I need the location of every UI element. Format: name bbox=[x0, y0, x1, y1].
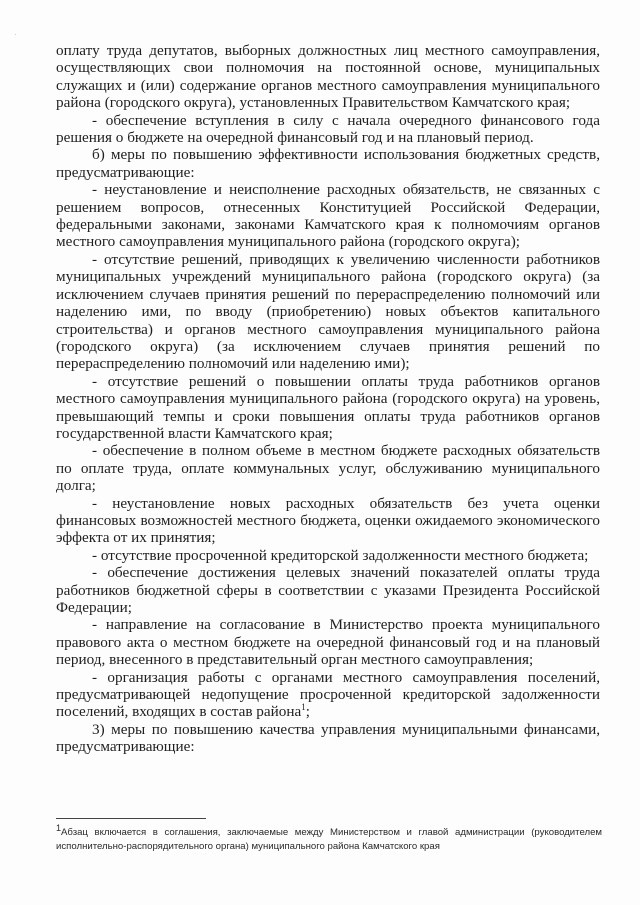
scan-mark: · bbox=[14, 30, 17, 39]
paragraph-11: - направление на согласование в Министерство проекта муниципального правового акта о местном бюджете на очередной финансовый год и на плановый период, внесенного в представительный орган местного самоуправления; bbox=[56, 616, 600, 669]
paragraph-7: - обеспечение в полном объеме в местном бюджете расходных обязательств по оплате труда, оплате коммунальных услуг, обслуживанию муниципального долга; bbox=[56, 442, 600, 495]
footnote-divider bbox=[56, 818, 206, 819]
paragraph-10: - обеспечение достижения целевых значений показателей оплаты труда работников бюджетной сферы в соответствии с указами Президента Российской Федерации; bbox=[56, 564, 600, 616]
footnote-text: Абзац включается в соглашения, заключаемые между Министерством и главой администрации (руководителем исполнительно-распорядительного органа) муниципального района Камчатского края bbox=[56, 827, 602, 852]
footnote-marker: 1 bbox=[56, 822, 62, 833]
footnote-reference: 1 bbox=[301, 702, 306, 713]
paragraph-2: - обеспечение вступления в силу с начала очередного финансового года решения о бюджете на очередной финансовый год и на плановый период. bbox=[56, 111, 600, 147]
paragraph-1: оплату труда депутатов, выборных должностных лиц местного самоуправления, осуществляющих свои полномочия на постоянной основе, муниципальных служащих и (или) содержание органов местного самоуправления муниципального района (городского округа), установленных Правительством Камчатского края; bbox=[56, 42, 600, 112]
footnote bbox=[56, 822, 602, 854]
paragraph-5: - отсутствие решений, приводящих к увеличению численности работников муниципальных учреждений муниципального района (городского округа) (за исключением случаев принятия решений по перераспределению полномочий или наделению ими, по вводу (приобретению) новых объектов капитального строительства) и органов местного самоуправления муниципального района (городского округа) (за исключением случаев принятия решений по перераспределению полномочий или наделению ими); bbox=[56, 250, 600, 373]
paragraph-6: - отсутствие решений о повышении оплаты труда работников органов местного самоуправления муниципального района (городского округа) на уровень, превышающий темпы и сроки повышения оплаты труда работников органов государственной власти Камчатского края; bbox=[56, 372, 600, 442]
paragraph-8: - неустановление новых расходных обязательств без учета оценки финансовых возможностей местного бюджета, оценки ожидаемого экономического эффекта от их принятия; bbox=[56, 494, 600, 547]
paragraph-3: б) меры по повышению эффективности использования бюджетных средств, предусматривающие: bbox=[56, 146, 600, 181]
paragraph-4: - неустановление и неисполнение расходных обязательств, не связанных с решением вопросов, отнесенных Конституцией Российской Федерации, федеральными законами, законами Камчатского края к полномочиям органов местного самоуправления муниципального района (городского округа); bbox=[56, 181, 600, 251]
body-text bbox=[56, 42, 600, 756]
paragraph-13: 3) меры по повышению качества управления муниципальными финансами, предусматривающие: bbox=[56, 720, 600, 756]
paragraph-12-text: - организация работы с органами местного самоуправления поселений, предусматривающей недопущение просроченной кредиторской задолженности поселений, входящих в состав района bbox=[56, 668, 600, 721]
paragraph-12 bbox=[56, 669, 600, 721]
paragraph-9: - отсутствие просроченной кредиторской задолженности местного бюджета; bbox=[92, 546, 589, 564]
paragraph-12-suffix: ; bbox=[305, 703, 310, 721]
